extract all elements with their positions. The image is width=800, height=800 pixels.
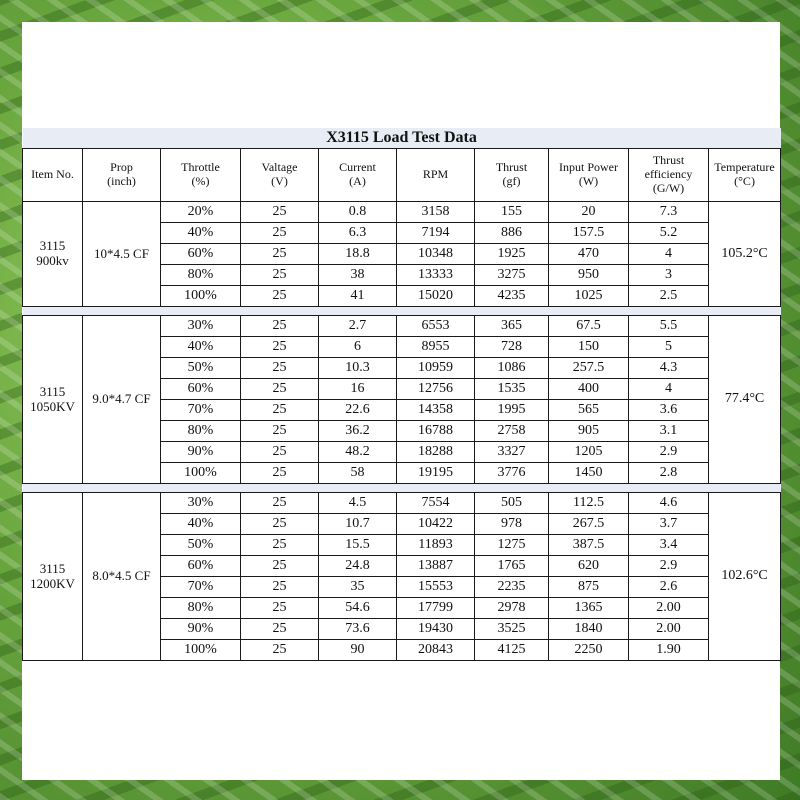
header-voltage: Valtage (V) [241, 149, 319, 202]
cell-current: 6 [319, 337, 397, 358]
cell-throttle: 100% [161, 640, 241, 661]
cell-thrust: 4235 [475, 286, 549, 307]
cell-current: 0.8 [319, 202, 397, 223]
cell-current: 90 [319, 640, 397, 661]
cell-power: 1365 [549, 598, 629, 619]
cell-voltage: 25 [241, 316, 319, 337]
cell-efficiency: 4.3 [629, 358, 709, 379]
table-body [23, 202, 781, 661]
cell-voltage: 25 [241, 379, 319, 400]
cell-thrust: 3525 [475, 619, 549, 640]
cell-efficiency: 7.3 [629, 202, 709, 223]
cell-current: 15.5 [319, 535, 397, 556]
cell-current: 38 [319, 265, 397, 286]
cell-voltage: 25 [241, 223, 319, 244]
cell-throttle: 30% [161, 316, 241, 337]
load-test-sheet [22, 128, 780, 661]
header-thrust-efficiency: Thrust efficiency (G/W) [629, 149, 709, 202]
header-thrust: Thrust (gf) [475, 149, 549, 202]
cell-voltage: 25 [241, 202, 319, 223]
cell-prop: 9.0*4.7 CF [83, 316, 161, 484]
cell-throttle: 80% [161, 421, 241, 442]
cell-voltage: 25 [241, 400, 319, 421]
cell-voltage: 25 [241, 337, 319, 358]
cell-efficiency: 2.00 [629, 598, 709, 619]
cell-voltage: 25 [241, 286, 319, 307]
cell-power: 905 [549, 421, 629, 442]
cell-thrust: 1535 [475, 379, 549, 400]
header-throttle: Throttle (%) [161, 149, 241, 202]
cell-thrust: 3327 [475, 442, 549, 463]
cell-rpm: 19430 [397, 619, 475, 640]
cell-current: 41 [319, 286, 397, 307]
cell-current: 18.8 [319, 244, 397, 265]
cell-thrust: 728 [475, 337, 549, 358]
cell-efficiency: 1.90 [629, 640, 709, 661]
header-rpm: RPM [397, 149, 475, 202]
cell-power: 1205 [549, 442, 629, 463]
cell-power: 387.5 [549, 535, 629, 556]
cell-rpm: 10959 [397, 358, 475, 379]
cell-efficiency: 3.1 [629, 421, 709, 442]
cell-temperature: 77.4°C [709, 316, 781, 484]
cell-rpm: 10348 [397, 244, 475, 265]
cell-voltage: 25 [241, 598, 319, 619]
cell-power: 1840 [549, 619, 629, 640]
cell-throttle: 90% [161, 619, 241, 640]
cell-thrust: 1275 [475, 535, 549, 556]
cell-efficiency: 2.5 [629, 286, 709, 307]
cell-current: 2.7 [319, 316, 397, 337]
cell-thrust: 1925 [475, 244, 549, 265]
cell-rpm: 17799 [397, 598, 475, 619]
cell-power: 150 [549, 337, 629, 358]
cell-efficiency: 5.2 [629, 223, 709, 244]
cell-voltage: 25 [241, 421, 319, 442]
cell-power: 67.5 [549, 316, 629, 337]
cell-power: 400 [549, 379, 629, 400]
separator-cell [23, 484, 781, 493]
cell-current: 10.3 [319, 358, 397, 379]
cell-prop: 10*4.5 CF [83, 202, 161, 307]
cell-efficiency: 3.7 [629, 514, 709, 535]
cell-power: 157.5 [549, 223, 629, 244]
cell-throttle: 80% [161, 598, 241, 619]
cell-throttle: 40% [161, 223, 241, 244]
header-prop: Prop (inch) [83, 149, 161, 202]
cell-power: 1025 [549, 286, 629, 307]
cell-rpm: 11893 [397, 535, 475, 556]
cell-throttle: 100% [161, 463, 241, 484]
cell-power: 620 [549, 556, 629, 577]
cell-power: 950 [549, 265, 629, 286]
cell-throttle: 60% [161, 556, 241, 577]
cell-current: 48.2 [319, 442, 397, 463]
cell-power: 565 [549, 400, 629, 421]
cell-thrust: 1995 [475, 400, 549, 421]
cell-rpm: 6553 [397, 316, 475, 337]
cell-rpm: 8955 [397, 337, 475, 358]
cell-rpm: 7194 [397, 223, 475, 244]
cell-power: 257.5 [549, 358, 629, 379]
cell-efficiency: 5 [629, 337, 709, 358]
load-test-table [22, 128, 781, 661]
cell-prop: 8.0*4.5 CF [83, 493, 161, 661]
cell-rpm: 13887 [397, 556, 475, 577]
cell-rpm: 7554 [397, 493, 475, 514]
cell-thrust: 365 [475, 316, 549, 337]
cell-current: 36.2 [319, 421, 397, 442]
cell-thrust: 2235 [475, 577, 549, 598]
cell-throttle: 40% [161, 337, 241, 358]
cell-thrust: 4125 [475, 640, 549, 661]
table-row [23, 202, 781, 223]
cell-voltage: 25 [241, 514, 319, 535]
cell-throttle: 90% [161, 442, 241, 463]
cell-power: 267.5 [549, 514, 629, 535]
group-separator [23, 307, 781, 316]
cell-throttle: 100% [161, 286, 241, 307]
cell-throttle: 30% [161, 493, 241, 514]
cell-item-no: 3115 1200KV [23, 493, 83, 661]
cell-temperature: 102.6°C [709, 493, 781, 661]
header-current: Current (A) [319, 149, 397, 202]
cell-efficiency: 2.9 [629, 442, 709, 463]
cell-thrust: 3275 [475, 265, 549, 286]
cell-efficiency: 2.6 [629, 577, 709, 598]
cell-efficiency: 3.4 [629, 535, 709, 556]
cell-thrust: 2758 [475, 421, 549, 442]
cell-current: 10.7 [319, 514, 397, 535]
cell-throttle: 60% [161, 244, 241, 265]
table-row [23, 493, 781, 514]
cell-voltage: 25 [241, 556, 319, 577]
cell-rpm: 19195 [397, 463, 475, 484]
cell-throttle: 70% [161, 577, 241, 598]
cell-voltage: 25 [241, 244, 319, 265]
cell-rpm: 15020 [397, 286, 475, 307]
header-temperature: Temperature (°C) [709, 149, 781, 202]
group-separator [23, 484, 781, 493]
cell-throttle: 80% [161, 265, 241, 286]
cell-thrust: 978 [475, 514, 549, 535]
cell-thrust: 505 [475, 493, 549, 514]
cell-power: 470 [549, 244, 629, 265]
cell-thrust: 2978 [475, 598, 549, 619]
cell-efficiency: 2.9 [629, 556, 709, 577]
cell-thrust: 1086 [475, 358, 549, 379]
cell-power: 112.5 [549, 493, 629, 514]
cell-rpm: 3158 [397, 202, 475, 223]
cell-power: 2250 [549, 640, 629, 661]
cell-current: 4.5 [319, 493, 397, 514]
cell-rpm: 18288 [397, 442, 475, 463]
white-frame [22, 22, 780, 780]
cell-rpm: 15553 [397, 577, 475, 598]
cell-rpm: 14358 [397, 400, 475, 421]
cell-efficiency: 3.6 [629, 400, 709, 421]
cell-throttle: 50% [161, 358, 241, 379]
cell-efficiency: 4 [629, 244, 709, 265]
cell-current: 22.6 [319, 400, 397, 421]
cell-thrust: 3776 [475, 463, 549, 484]
cell-throttle: 40% [161, 514, 241, 535]
cell-efficiency: 5.5 [629, 316, 709, 337]
cell-throttle: 50% [161, 535, 241, 556]
cell-current: 16 [319, 379, 397, 400]
cell-efficiency: 2.00 [629, 619, 709, 640]
cell-thrust: 155 [475, 202, 549, 223]
cell-current: 54.6 [319, 598, 397, 619]
cell-rpm: 12756 [397, 379, 475, 400]
cell-voltage: 25 [241, 442, 319, 463]
cell-voltage: 25 [241, 619, 319, 640]
cell-power: 1450 [549, 463, 629, 484]
cell-voltage: 25 [241, 493, 319, 514]
cell-current: 58 [319, 463, 397, 484]
cell-thrust: 886 [475, 223, 549, 244]
header-input-power: Input Power (W) [549, 149, 629, 202]
cell-item-no: 3115 900kv [23, 202, 83, 307]
cell-efficiency: 3 [629, 265, 709, 286]
cell-rpm: 13333 [397, 265, 475, 286]
cell-thrust: 1765 [475, 556, 549, 577]
cell-voltage: 25 [241, 463, 319, 484]
separator-cell [23, 307, 781, 316]
cell-voltage: 25 [241, 358, 319, 379]
cell-voltage: 25 [241, 640, 319, 661]
cell-voltage: 25 [241, 535, 319, 556]
cell-current: 35 [319, 577, 397, 598]
cell-power: 875 [549, 577, 629, 598]
cell-efficiency: 4.6 [629, 493, 709, 514]
cell-voltage: 25 [241, 577, 319, 598]
table-row [23, 316, 781, 337]
cell-throttle: 70% [161, 400, 241, 421]
cell-rpm: 16788 [397, 421, 475, 442]
cell-throttle: 60% [161, 379, 241, 400]
cell-power: 20 [549, 202, 629, 223]
cell-voltage: 25 [241, 265, 319, 286]
cell-efficiency: 2.8 [629, 463, 709, 484]
table-title: X3115 Load Test Data [23, 128, 781, 149]
cell-current: 6.3 [319, 223, 397, 244]
cell-rpm: 10422 [397, 514, 475, 535]
header-row [23, 149, 781, 202]
cell-item-no: 3115 1050KV [23, 316, 83, 484]
cell-rpm: 20843 [397, 640, 475, 661]
cell-current: 24.8 [319, 556, 397, 577]
cell-temperature: 105.2°C [709, 202, 781, 307]
cell-efficiency: 4 [629, 379, 709, 400]
cell-current: 73.6 [319, 619, 397, 640]
cell-throttle: 20% [161, 202, 241, 223]
header-item-no: Item No. [23, 149, 83, 202]
